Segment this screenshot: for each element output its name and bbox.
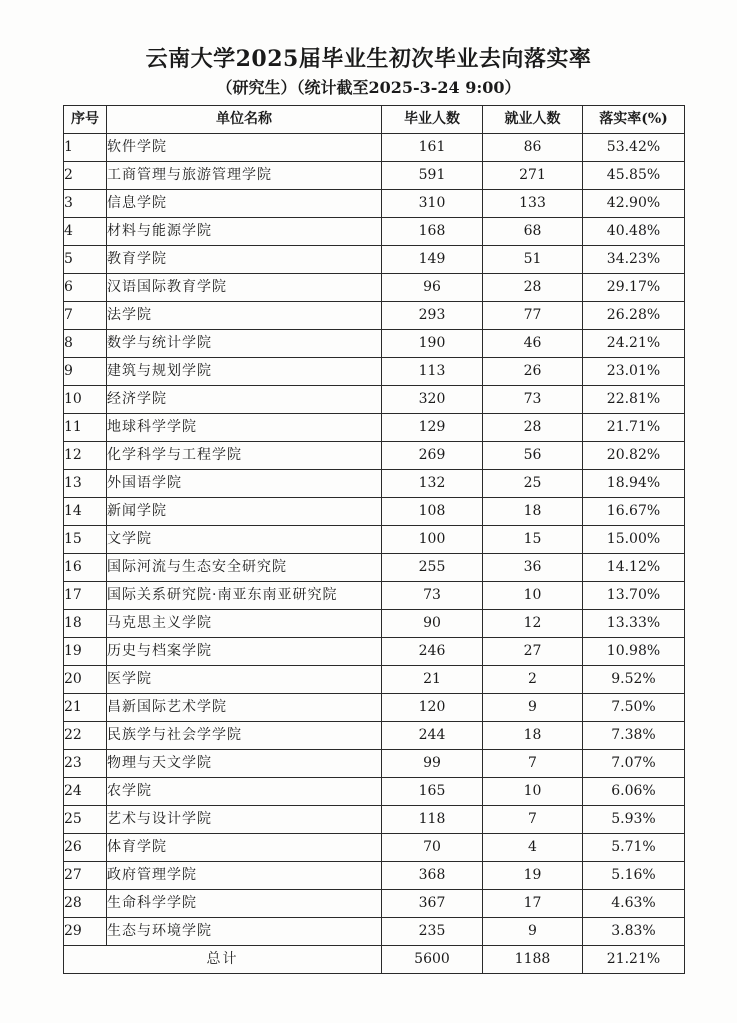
cell-no: 17 (64, 582, 107, 610)
cell-unit-name: 材料与能源学院 (107, 218, 382, 246)
cell-employed: 7 (483, 750, 583, 778)
cell-graduates: 165 (382, 778, 483, 806)
cell-unit-name: 医学院 (107, 666, 382, 694)
cell-employed: 271 (483, 162, 583, 190)
cell-graduates: 591 (382, 162, 483, 190)
cell-rate: 6.06% (583, 778, 685, 806)
employment-rate-table (63, 105, 685, 974)
table-header-row (64, 106, 685, 134)
cell-rate: 9.52% (583, 666, 685, 694)
cell-unit-name: 外国语学院 (107, 470, 382, 498)
cell-unit-name: 国际河流与生态安全研究院 (107, 554, 382, 582)
cell-no: 26 (64, 834, 107, 862)
cell-rate: 13.33% (583, 610, 685, 638)
table-row (64, 330, 685, 358)
total-graduates: 5600 (382, 946, 483, 974)
cell-rate: 34.23% (583, 246, 685, 274)
cell-employed: 86 (483, 134, 583, 162)
cell-graduates: 310 (382, 190, 483, 218)
cell-no: 9 (64, 358, 107, 386)
cell-rate: 7.38% (583, 722, 685, 750)
cell-graduates: 255 (382, 554, 483, 582)
cell-no: 12 (64, 442, 107, 470)
cell-no: 22 (64, 722, 107, 750)
cell-rate: 18.94% (583, 470, 685, 498)
cell-rate: 26.28% (583, 302, 685, 330)
cell-no: 8 (64, 330, 107, 358)
cell-rate: 23.01% (583, 358, 685, 386)
cell-employed: 10 (483, 778, 583, 806)
header-employed: 就业人数 (483, 106, 583, 134)
cell-unit-name: 物理与天文学院 (107, 750, 382, 778)
cell-graduates: 70 (382, 834, 483, 862)
cell-no: 10 (64, 386, 107, 414)
cell-no: 5 (64, 246, 107, 274)
cell-rate: 7.07% (583, 750, 685, 778)
table-row (64, 890, 685, 918)
cell-employed: 46 (483, 330, 583, 358)
cell-no: 21 (64, 694, 107, 722)
cell-graduates: 120 (382, 694, 483, 722)
cell-graduates: 320 (382, 386, 483, 414)
cell-rate: 15.00% (583, 526, 685, 554)
cell-unit-name: 软件学院 (107, 134, 382, 162)
table-row (64, 442, 685, 470)
cell-rate: 5.93% (583, 806, 685, 834)
cell-employed: 19 (483, 862, 583, 890)
cell-unit-name: 工商管理与旅游管理学院 (107, 162, 382, 190)
cell-graduates: 99 (382, 750, 483, 778)
cell-no: 4 (64, 218, 107, 246)
header-name: 单位名称 (107, 106, 382, 134)
total-row (64, 946, 685, 974)
total-employed: 1188 (483, 946, 583, 974)
table-row (64, 918, 685, 946)
cell-employed: 12 (483, 610, 583, 638)
table-body (64, 134, 685, 946)
cell-rate: 24.21% (583, 330, 685, 358)
cell-rate: 20.82% (583, 442, 685, 470)
table-row (64, 806, 685, 834)
table-row (64, 862, 685, 890)
cell-no: 11 (64, 414, 107, 442)
table-row (64, 694, 685, 722)
cell-employed: 28 (483, 414, 583, 442)
cell-unit-name: 民族学与社会学学院 (107, 722, 382, 750)
cell-graduates: 235 (382, 918, 483, 946)
cell-unit-name: 生态与环境学院 (107, 918, 382, 946)
cell-graduates: 90 (382, 610, 483, 638)
cell-no: 13 (64, 470, 107, 498)
cell-graduates: 149 (382, 246, 483, 274)
cell-no: 23 (64, 750, 107, 778)
cell-unit-name: 农学院 (107, 778, 382, 806)
cell-rate: 21.71% (583, 414, 685, 442)
cell-rate: 40.48% (583, 218, 685, 246)
cell-employed: 77 (483, 302, 583, 330)
cell-unit-name: 历史与档案学院 (107, 638, 382, 666)
cell-unit-name: 地球科学学院 (107, 414, 382, 442)
cell-employed: 25 (483, 470, 583, 498)
cell-graduates: 246 (382, 638, 483, 666)
cell-graduates: 113 (382, 358, 483, 386)
cell-unit-name: 新闻学院 (107, 498, 382, 526)
cell-employed: 27 (483, 638, 583, 666)
cell-unit-name: 化学科学与工程学院 (107, 442, 382, 470)
cell-employed: 7 (483, 806, 583, 834)
table-row (64, 582, 685, 610)
cell-employed: 26 (483, 358, 583, 386)
cell-employed: 68 (483, 218, 583, 246)
table-row (64, 246, 685, 274)
header-rate: 落实率(%) (583, 106, 685, 134)
cell-unit-name: 政府管理学院 (107, 862, 382, 890)
cell-rate: 5.16% (583, 862, 685, 890)
cell-rate: 29.17% (583, 274, 685, 302)
cell-graduates: 21 (382, 666, 483, 694)
table-row (64, 498, 685, 526)
table-row (64, 162, 685, 190)
table-row (64, 358, 685, 386)
cell-employed: 2 (483, 666, 583, 694)
table-row (64, 134, 685, 162)
document-title: 云南大学2025届毕业生初次毕业去向落实率 (145, 46, 592, 72)
cell-employed: 73 (483, 386, 583, 414)
cell-graduates: 168 (382, 218, 483, 246)
cell-employed: 17 (483, 890, 583, 918)
cell-unit-name: 生命科学学院 (107, 890, 382, 918)
cell-rate: 45.85% (583, 162, 685, 190)
table-row (64, 666, 685, 694)
cell-unit-name: 昌新国际艺术学院 (107, 694, 382, 722)
cell-graduates: 132 (382, 470, 483, 498)
cell-unit-name: 信息学院 (107, 190, 382, 218)
cell-employed: 51 (483, 246, 583, 274)
cell-rate: 16.67% (583, 498, 685, 526)
cell-no: 27 (64, 862, 107, 890)
cell-employed: 9 (483, 918, 583, 946)
table-row (64, 274, 685, 302)
cell-employed: 10 (483, 582, 583, 610)
cell-graduates: 108 (382, 498, 483, 526)
cell-employed: 36 (483, 554, 583, 582)
cell-rate: 53.42% (583, 134, 685, 162)
cell-unit-name: 国际关系研究院·南亚东南亚研究院 (107, 582, 382, 610)
cell-rate: 22.81% (583, 386, 685, 414)
table-row (64, 470, 685, 498)
cell-graduates: 73 (382, 582, 483, 610)
cell-no: 20 (64, 666, 107, 694)
cell-no: 7 (64, 302, 107, 330)
cell-rate: 14.12% (583, 554, 685, 582)
cell-unit-name: 体育学院 (107, 834, 382, 862)
cell-unit-name: 数学与统计学院 (107, 330, 382, 358)
cell-graduates: 100 (382, 526, 483, 554)
cell-rate: 7.50% (583, 694, 685, 722)
table-row (64, 554, 685, 582)
cell-no: 29 (64, 918, 107, 946)
cell-unit-name: 经济学院 (107, 386, 382, 414)
cell-no: 14 (64, 498, 107, 526)
cell-unit-name: 建筑与规划学院 (107, 358, 382, 386)
table-row (64, 750, 685, 778)
cell-rate: 13.70% (583, 582, 685, 610)
cell-graduates: 368 (382, 862, 483, 890)
cell-graduates: 269 (382, 442, 483, 470)
table-row (64, 302, 685, 330)
cell-rate: 4.63% (583, 890, 685, 918)
cell-graduates: 118 (382, 806, 483, 834)
cell-no: 24 (64, 778, 107, 806)
cell-employed: 18 (483, 498, 583, 526)
document-subtitle: （研究生）（统计截至2025-3-24 9:00） (216, 78, 521, 97)
cell-no: 19 (64, 638, 107, 666)
cell-rate: 5.71% (583, 834, 685, 862)
cell-graduates: 293 (382, 302, 483, 330)
cell-no: 15 (64, 526, 107, 554)
cell-no: 1 (64, 134, 107, 162)
table-row (64, 190, 685, 218)
cell-unit-name: 文学院 (107, 526, 382, 554)
cell-graduates: 129 (382, 414, 483, 442)
cell-graduates: 244 (382, 722, 483, 750)
cell-unit-name: 教育学院 (107, 246, 382, 274)
cell-rate: 10.98% (583, 638, 685, 666)
cell-no: 25 (64, 806, 107, 834)
cell-graduates: 367 (382, 890, 483, 918)
cell-employed: 4 (483, 834, 583, 862)
table-row (64, 778, 685, 806)
cell-graduates: 96 (382, 274, 483, 302)
cell-graduates: 161 (382, 134, 483, 162)
cell-employed: 56 (483, 442, 583, 470)
total-rate: 21.21% (583, 946, 685, 974)
cell-unit-name: 艺术与设计学院 (107, 806, 382, 834)
cell-employed: 133 (483, 190, 583, 218)
table-row (64, 722, 685, 750)
cell-rate: 42.90% (583, 190, 685, 218)
cell-unit-name: 马克思主义学院 (107, 610, 382, 638)
cell-employed: 9 (483, 694, 583, 722)
cell-employed: 28 (483, 274, 583, 302)
cell-employed: 15 (483, 526, 583, 554)
total-label: 总计 (64, 946, 382, 974)
cell-no: 2 (64, 162, 107, 190)
table-row (64, 218, 685, 246)
cell-no: 28 (64, 890, 107, 918)
cell-employed: 18 (483, 722, 583, 750)
cell-unit-name: 法学院 (107, 302, 382, 330)
table-row (64, 834, 685, 862)
table-row (64, 414, 685, 442)
table-row (64, 610, 685, 638)
cell-no: 16 (64, 554, 107, 582)
table-row (64, 386, 685, 414)
table-row (64, 526, 685, 554)
table-row (64, 638, 685, 666)
cell-no: 3 (64, 190, 107, 218)
header-no: 序号 (64, 106, 107, 134)
cell-no: 18 (64, 610, 107, 638)
header-graduates: 毕业人数 (382, 106, 483, 134)
cell-unit-name: 汉语国际教育学院 (107, 274, 382, 302)
cell-no: 6 (64, 274, 107, 302)
cell-graduates: 190 (382, 330, 483, 358)
cell-rate: 3.83% (583, 918, 685, 946)
